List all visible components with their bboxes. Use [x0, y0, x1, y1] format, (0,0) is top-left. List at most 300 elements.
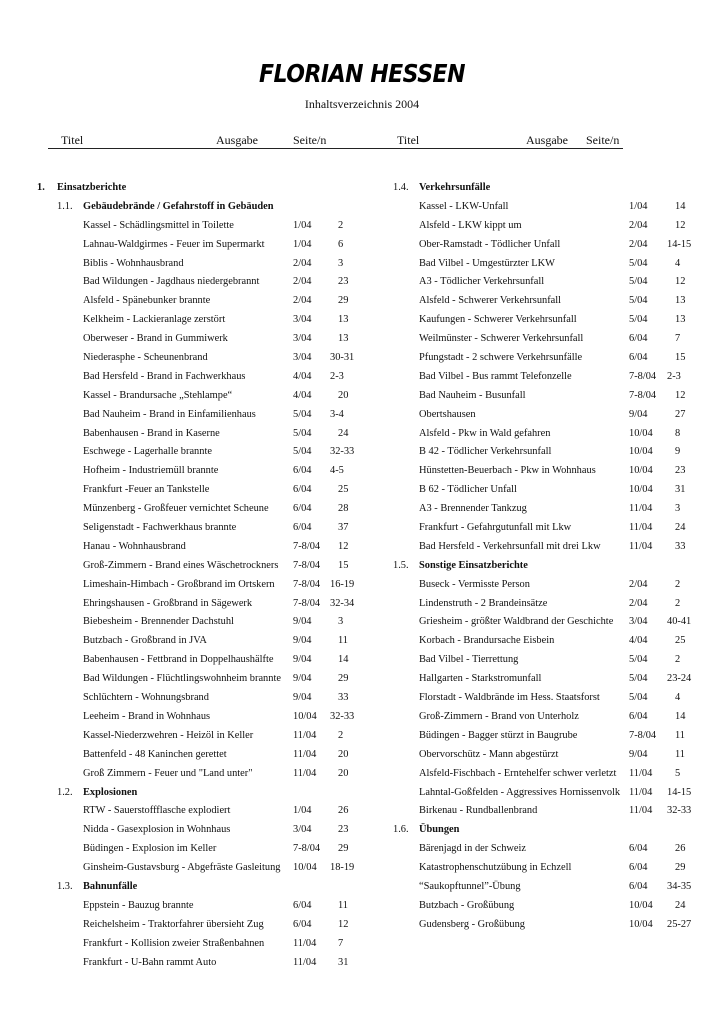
entry-title: Battenfeld - 48 Kaninchen gerettet [83, 748, 227, 760]
entry-ausgabe: 7-8/04 [293, 843, 321, 855]
toc-entry-row [360, 481, 700, 500]
entry-title: Bad Vilbel - Umgestürzter LKW [419, 257, 555, 269]
entry-title: Alsfeld - LKW kippt um [419, 219, 522, 231]
entry-title: Limeshain-Himbach - Großbrand im Ortskern [83, 578, 275, 590]
entry-seite: 2 [675, 578, 681, 590]
entry-ausgabe: 2/04 [629, 238, 648, 250]
toc-entry-row [360, 651, 700, 670]
entry-ausgabe: 2/04 [629, 597, 648, 609]
entry-title: Oberweser - Brand in Gummiwerk [83, 333, 228, 345]
entry-seite: 3 [338, 616, 344, 628]
entry-title: Buseck - Vermisste Person [419, 578, 530, 590]
entry-seite: 24 [675, 899, 686, 911]
entry-ausgabe: 7-8/04 [629, 370, 657, 382]
entry-ausgabe: 11/04 [629, 767, 653, 779]
toc-entry-row [0, 613, 344, 632]
entry-ausgabe: 9/04 [293, 692, 312, 704]
entry-ausgabe: 11/04 [293, 956, 317, 968]
entry-seite: 24 [675, 522, 686, 534]
entry-seite: 31 [338, 956, 349, 968]
entry-seite: 4 [675, 257, 681, 269]
section-number: 1.3. [57, 880, 73, 892]
entry-title: Eschwege - Lagerhalle brannte [83, 446, 212, 458]
entry-title: Kassel - LKW-Unfall [419, 200, 509, 212]
entry-ausgabe: 6/04 [629, 352, 648, 364]
entry-ausgabe: 6/04 [293, 918, 312, 930]
entry-title: Frankfurt - Gefahrgutunfall mit Lkw [419, 522, 572, 534]
entry-title: Bad Vilbel - Bus rammt Telefonzelle [419, 370, 572, 382]
header-ausgabe-right: Ausgabe [526, 133, 568, 147]
entry-title: Reichelsheim - Traktorfahrer übersieht Zug [83, 918, 264, 930]
entry-seite: 29 [675, 862, 686, 874]
entry-seite: 12 [338, 540, 349, 552]
toc-section-row [360, 821, 700, 840]
entry-ausgabe: 7-8/04 [293, 578, 321, 590]
entry-seite: 2 [338, 219, 344, 231]
toc-entry-row [0, 859, 355, 878]
entry-title: Frankfurt -Feuer an Tankstelle [83, 484, 210, 496]
section-title: Verkehrsunfälle [419, 182, 491, 193]
document-subtitle: Inhaltsverzeichnis 2004 [304, 97, 420, 111]
toc-entry-row [360, 802, 700, 821]
entry-seite: 30-31 [330, 352, 355, 364]
entry-ausgabe: 6/04 [629, 710, 648, 722]
entry-seite: 20 [338, 767, 349, 779]
entry-seite: 37 [338, 522, 349, 534]
entry-title: B 62 - Tödlicher Unfall [419, 484, 517, 496]
toc-entry-row [0, 292, 349, 311]
toc-entry-row [360, 217, 700, 236]
toc-entry-row [360, 765, 700, 784]
toc-entry-row [360, 859, 700, 878]
entry-ausgabe: 3/04 [293, 333, 312, 345]
toc-entry-row [360, 916, 700, 935]
header-rule [48, 148, 623, 149]
toc-entry-row [360, 368, 700, 387]
section-title: Übungen [419, 824, 460, 836]
entry-seite: 23-24 [667, 673, 692, 685]
entry-ausgabe: 11/04 [629, 786, 653, 798]
chapter-number: 1. [37, 182, 45, 193]
toc-entry-row [0, 916, 349, 935]
toc-entry-row [360, 897, 700, 916]
entry-seite: 2-3 [667, 370, 681, 382]
toc-entry-row [0, 349, 355, 368]
entry-seite: 26 [338, 805, 349, 817]
toc-entry-row [360, 292, 700, 311]
toc-entry-row [0, 273, 349, 292]
entry-ausgabe: 6/04 [293, 484, 312, 496]
toc-chapter-row [0, 179, 340, 198]
toc-entry-row [0, 500, 349, 519]
entry-seite: 20 [338, 389, 349, 401]
entry-seite: 2 [675, 654, 681, 666]
entry-seite: 32-33 [667, 805, 692, 817]
entry-ausgabe: 1/04 [293, 219, 312, 231]
section-title: Bahnunfälle [83, 880, 138, 892]
toc-entry-row [360, 613, 700, 632]
toc-entry-row [360, 538, 700, 557]
entry-ausgabe: 6/04 [629, 862, 648, 874]
entry-title: Bad Hersfeld - Brand in Fachwerkhaus [83, 370, 246, 382]
entry-title: Pfungstadt - 2 schwere Verkehrsunfälle [419, 352, 583, 364]
entry-seite: 31 [675, 484, 686, 496]
entry-title: Ginsheim-Gustavsburg - Abgefräste Gasleitung [83, 862, 281, 874]
entry-ausgabe: 6/04 [293, 899, 312, 911]
toc-entry-row [360, 727, 700, 746]
toc-entry-row [0, 443, 355, 462]
entry-title: Bad Vilbel - Tierrettung [419, 654, 519, 666]
entry-title: Bad Hersfeld - Verkehrsunfall mit drei Lkw [419, 540, 601, 552]
entry-title: Biebesheim - Brennender Dachstuhl [83, 616, 234, 628]
entry-seite: 4-5 [330, 465, 344, 477]
entry-title: Babenhausen - Fettbrand in Doppelhaushälfte [83, 654, 274, 666]
toc-entry-row [0, 802, 349, 821]
toc-entry-row [360, 576, 700, 595]
section-title: Gebäudebrände / Gefahrstoff in Gebäuden [83, 200, 274, 212]
entry-title: Büdingen - Explosion im Keller [83, 843, 217, 855]
entry-title: Hallgarten - Starkstromunfall [419, 673, 542, 685]
toc-entry-row [360, 198, 700, 217]
entry-ausgabe: 5/04 [629, 654, 648, 666]
entry-title: Ehringshausen - Großbrand in Sägewerk [83, 597, 253, 609]
toc-entry-row [360, 595, 700, 614]
entry-title: Obervorschütz - Mann abgestürzt [419, 748, 559, 760]
entry-title: Bad Nauheim - Brand in Einfamilienhaus [83, 408, 256, 420]
entry-title: “Saukopftunnel”-Übung [419, 880, 521, 892]
entry-title: A3 - Tödlicher Verkehrsunfall [419, 276, 545, 288]
toc-entry-row [0, 557, 349, 576]
entry-seite: 4 [675, 692, 681, 704]
header-ausgabe-left: Ausgabe [216, 133, 258, 147]
toc-entry-row [0, 935, 344, 954]
entry-title: A3 - Brennender Tankzug [419, 503, 527, 515]
entry-title: Weilmünster - Schwerer Verkehrsunfall [419, 333, 584, 345]
entry-seite: 7 [675, 333, 681, 345]
toc-entry-row [0, 576, 355, 595]
entry-seite: 34-35 [667, 880, 692, 892]
entry-title: Frankfurt - Kollision zweier Straßenbahnen [83, 937, 265, 949]
entry-title: Butzbach - Großübung [419, 899, 515, 911]
toc-entry-row [360, 255, 700, 274]
entry-title: Schlüchtern - Wohnungsbrand [83, 692, 209, 704]
entry-title: Hanau - Wohnhausbrand [83, 540, 186, 552]
section-number: 1.6. [393, 824, 409, 836]
toc-entry-row [360, 689, 700, 708]
entry-ausgabe: 7-8/04 [293, 597, 321, 609]
toc-entry-row [0, 708, 355, 727]
toc-entry-row [0, 897, 349, 916]
toc-entry-row [360, 632, 700, 651]
entry-ausgabe: 1/04 [629, 200, 648, 212]
entry-seite: 14 [338, 654, 349, 666]
entry-title: Alsfeld-Fischbach - Erntehelfer schwer verletzt [419, 767, 617, 779]
entry-title: Obertshausen [419, 408, 476, 420]
entry-ausgabe: 2/04 [293, 276, 312, 288]
toc-entry-row [0, 519, 349, 538]
entry-seite: 20 [338, 748, 349, 760]
entry-title: Hünstetten-Beuerbach - Pkw in Wohnhaus [419, 465, 596, 477]
entry-ausgabe: 5/04 [293, 427, 312, 439]
toc-entry-row [360, 311, 700, 330]
toc-entry-row [0, 387, 349, 406]
toc-entry-row [0, 538, 349, 557]
entry-title: Kassel-Niederzwehren - Heizöl in Keller [83, 729, 254, 741]
entry-title: Kassel - Brandursache „Stehlampe“ [83, 389, 233, 401]
entry-ausgabe: 3/04 [293, 352, 312, 364]
entry-ausgabe: 10/04 [629, 446, 653, 458]
section-number: 1.5. [393, 559, 409, 571]
entry-ausgabe: 9/04 [629, 408, 648, 420]
entry-ausgabe: 2/04 [629, 219, 648, 231]
toc-entry-row [360, 519, 700, 538]
entry-ausgabe: 5/04 [629, 295, 648, 307]
toc-entry-row [0, 406, 344, 425]
entry-ausgabe: 2/04 [629, 578, 648, 590]
toc-section-row [0, 784, 340, 803]
toc-entry-row [0, 481, 349, 500]
toc-entry-row [360, 784, 700, 803]
entry-seite: 11 [338, 899, 349, 911]
entry-title: RTW - Sauerstoffflasche explodiert [83, 805, 231, 817]
entry-ausgabe: 11/04 [629, 540, 653, 552]
toc-entry-row [0, 330, 349, 349]
entry-seite: 3-4 [330, 408, 344, 420]
toc-entry-row [360, 236, 700, 255]
toc-entry-row [360, 406, 700, 425]
header-seite-left: Seite/n [293, 133, 327, 147]
logo: FLORIAN HESSEN [259, 60, 465, 89]
entry-title: Eppstein - Bauzug brannte [83, 899, 194, 911]
toc-entry-row [360, 273, 700, 292]
entry-ausgabe: 5/04 [629, 276, 648, 288]
entry-seite: 14 [675, 200, 686, 212]
toc-section-row [360, 557, 700, 576]
entry-title: Groß-Zimmern - Brand eines Wäschetrockners [83, 559, 279, 571]
entry-ausgabe: 10/04 [629, 918, 653, 930]
section-title: Explosionen [83, 786, 138, 798]
header-titel-left: Titel [61, 133, 84, 147]
entry-seite: 6 [338, 238, 344, 250]
entry-title: Bad Wildungen - Flüchtlingswohnheim brannte [83, 673, 281, 685]
entry-seite: 16-19 [330, 578, 355, 590]
chapter-title: Einsatzberichte [57, 182, 127, 193]
entry-ausgabe: 4/04 [629, 635, 648, 647]
section-number: 1.4. [393, 182, 409, 193]
entry-title: Groß-Zimmern - Brand von Unterholz [419, 710, 579, 722]
entry-seite: 11 [675, 748, 686, 760]
entry-ausgabe: 2/04 [293, 295, 312, 307]
entry-ausgabe: 7-8/04 [293, 540, 321, 552]
toc-entry-row [360, 443, 700, 462]
entry-seite: 3 [338, 257, 344, 269]
toc-entry-row [0, 632, 349, 651]
entry-seite: 32-33 [330, 710, 355, 722]
toc-entry-row [360, 330, 700, 349]
entry-seite: 12 [338, 918, 349, 930]
entry-ausgabe: 10/04 [293, 710, 317, 722]
toc-entry-row [0, 236, 344, 255]
entry-ausgabe: 7-8/04 [293, 559, 321, 571]
entry-seite: 2-3 [330, 370, 344, 382]
toc-entry-row [360, 746, 700, 765]
toc-entry-row [0, 462, 344, 481]
toc-entry-row [0, 595, 355, 614]
entry-seite: 25-27 [667, 918, 692, 930]
toc-entry-row [360, 708, 700, 727]
entry-ausgabe: 5/04 [629, 257, 648, 269]
entry-title: Büdingen - Bagger stürzt in Baugrube [419, 729, 578, 741]
entry-title: Frankfurt - U-Bahn rammt Auto [83, 956, 217, 968]
entry-ausgabe: 6/04 [629, 880, 648, 892]
entry-ausgabe: 3/04 [293, 824, 312, 836]
entry-seite: 13 [338, 333, 349, 345]
entry-seite: 13 [675, 295, 686, 307]
entry-ausgabe: 7-8/04 [629, 389, 657, 401]
toc-entry-row [0, 651, 349, 670]
entry-ausgabe: 3/04 [293, 314, 312, 326]
entry-title: Katastrophenschutzübung in Echzell [419, 862, 572, 874]
entry-seite: 32-34 [330, 597, 355, 609]
section-number: 1.2. [57, 786, 73, 798]
entry-seite: 29 [338, 843, 349, 855]
toc-entry-row [0, 368, 344, 387]
toc-entry-row [360, 387, 700, 406]
toc-entry-row [360, 349, 700, 368]
entry-seite: 13 [338, 314, 349, 326]
toc-section-row [0, 878, 340, 897]
entry-ausgabe: 11/04 [293, 748, 317, 760]
entry-ausgabe: 11/04 [293, 729, 317, 741]
entry-seite: 40-41 [667, 616, 692, 628]
entry-seite: 25 [675, 635, 686, 647]
header-seite-right: Seite/n [586, 133, 620, 147]
entry-seite: 2 [338, 729, 344, 741]
entry-ausgabe: 4/04 [293, 370, 312, 382]
entry-ausgabe: 5/04 [629, 673, 648, 685]
entry-title: Florstadt - Waldbrände im Hess. Staatsforst [419, 692, 600, 704]
entry-seite: 13 [675, 314, 686, 326]
toc-entry-row [360, 878, 700, 897]
entry-ausgabe: 6/04 [293, 522, 312, 534]
entry-ausgabe: 10/04 [293, 862, 317, 874]
entry-title: Babenhausen - Brand in Kaserne [83, 427, 220, 439]
toc-entry-row [360, 425, 700, 444]
entry-title: Lahnau-Waldgirmes - Feuer im Supermarkt [83, 238, 265, 250]
entry-ausgabe: 6/04 [293, 465, 312, 477]
entry-title: Lahntal-Goßfelden - Aggressives Hornissenvolk [419, 786, 621, 798]
toc-entry-row [0, 670, 349, 689]
entry-title: Groß Zimmern - Feuer und "Land unter" [83, 767, 253, 779]
entry-ausgabe: 11/04 [629, 522, 653, 534]
entry-seite: 29 [338, 673, 349, 685]
entry-title: Alsfeld - Schwerer Verkehrsunfall [419, 295, 562, 307]
entry-seite: 14-15 [667, 786, 692, 798]
entry-title: Nidda - Gasexplosion in Wohnhaus [83, 824, 231, 836]
entry-seite: 14 [675, 710, 686, 722]
entry-title: Biblis - Wohnhausbrand [83, 257, 184, 269]
entry-ausgabe: 6/04 [629, 843, 648, 855]
entry-ausgabe: 9/04 [293, 635, 312, 647]
toc-entry-row [0, 840, 349, 859]
toc-entry-row [0, 425, 349, 444]
entry-title: Kelkheim - Lackieranlage zerstört [83, 314, 226, 326]
entry-ausgabe: 11/04 [293, 767, 317, 779]
entry-seite: 14-15 [667, 238, 692, 250]
entry-title: Ober-Ramstadt - Tödlicher Unfall [419, 238, 561, 250]
entry-seite: 12 [675, 219, 686, 231]
entry-title: Birkenau - Rundballenbrand [419, 805, 538, 817]
entry-title: Münzenberg - Großfeuer vernichtet Scheune [83, 503, 269, 515]
entry-ausgabe: 11/04 [293, 937, 317, 949]
toc-entry-row [360, 462, 700, 481]
toc-entry-row [0, 954, 349, 973]
entry-seite: 33 [675, 540, 686, 552]
toc-entry-row [0, 311, 349, 330]
entry-title: Bad Wildungen - Jagdhaus niedergebrannt [83, 276, 260, 288]
entry-title: Butzbach - Großbrand in JVA [83, 635, 207, 647]
entry-title: Griesheim - größter Waldbrand der Geschichte [419, 616, 614, 628]
entry-seite: 28 [338, 503, 349, 515]
entry-title: Seligenstadt - Fachwerkhaus brannte [83, 522, 237, 534]
toc-entry-row [0, 821, 349, 840]
toc-entry-row [0, 689, 349, 708]
entry-ausgabe: 1/04 [293, 238, 312, 250]
entry-ausgabe: 10/04 [629, 465, 653, 477]
entry-ausgabe: 5/04 [629, 314, 648, 326]
toc-entry-row [0, 727, 344, 746]
entry-seite: 23 [675, 465, 686, 477]
entry-seite: 24 [338, 427, 349, 439]
entry-ausgabe: 9/04 [629, 748, 648, 760]
toc-entry-row [0, 217, 344, 236]
toc-section-row [360, 179, 700, 198]
toc-left-column [0, 179, 355, 972]
entry-ausgabe: 11/04 [629, 503, 653, 515]
entry-seite: 33 [338, 692, 349, 704]
entry-seite: 15 [338, 559, 349, 571]
entry-title: Leeheim - Brand in Wohnhaus [83, 710, 211, 722]
entry-title: Gudensberg - Großübung [419, 918, 526, 930]
toc-entry-row [360, 500, 700, 519]
entry-title: Bärenjagd in der Schweiz [419, 843, 527, 855]
entry-title: Hofheim - Industriemüll brannte [83, 465, 219, 477]
entry-ausgabe: 10/04 [629, 899, 653, 911]
entry-title: Kassel - Schädlingsmittel in Toilette [83, 219, 234, 231]
toc-section-row [0, 198, 340, 217]
entry-ausgabe: 5/04 [293, 408, 312, 420]
entry-seite: 5 [675, 767, 681, 779]
toc-entry-row [0, 765, 349, 784]
entry-ausgabe: 2/04 [293, 257, 312, 269]
entry-seite: 12 [675, 276, 686, 288]
entry-seite: 8 [675, 427, 681, 439]
entry-title: Niederasphe - Scheunenbrand [83, 352, 208, 364]
entry-ausgabe: 11/04 [629, 805, 653, 817]
entry-seite: 18-19 [330, 862, 355, 874]
toc-entry-row [0, 255, 344, 274]
entry-seite: 3 [675, 503, 681, 515]
entry-seite: 12 [675, 389, 686, 401]
entry-seite: 7 [338, 937, 344, 949]
header-titel-right: Titel [397, 133, 420, 147]
entry-title: Lindenstruth - 2 Brandeinsätze [419, 597, 548, 609]
entry-seite: 26 [675, 843, 686, 855]
entry-title: Alsfeld - Pkw in Wald gefahren [419, 427, 551, 439]
entry-ausgabe: 10/04 [629, 427, 653, 439]
entry-ausgabe: 7-8/04 [629, 729, 657, 741]
entry-ausgabe: 10/04 [629, 484, 653, 496]
